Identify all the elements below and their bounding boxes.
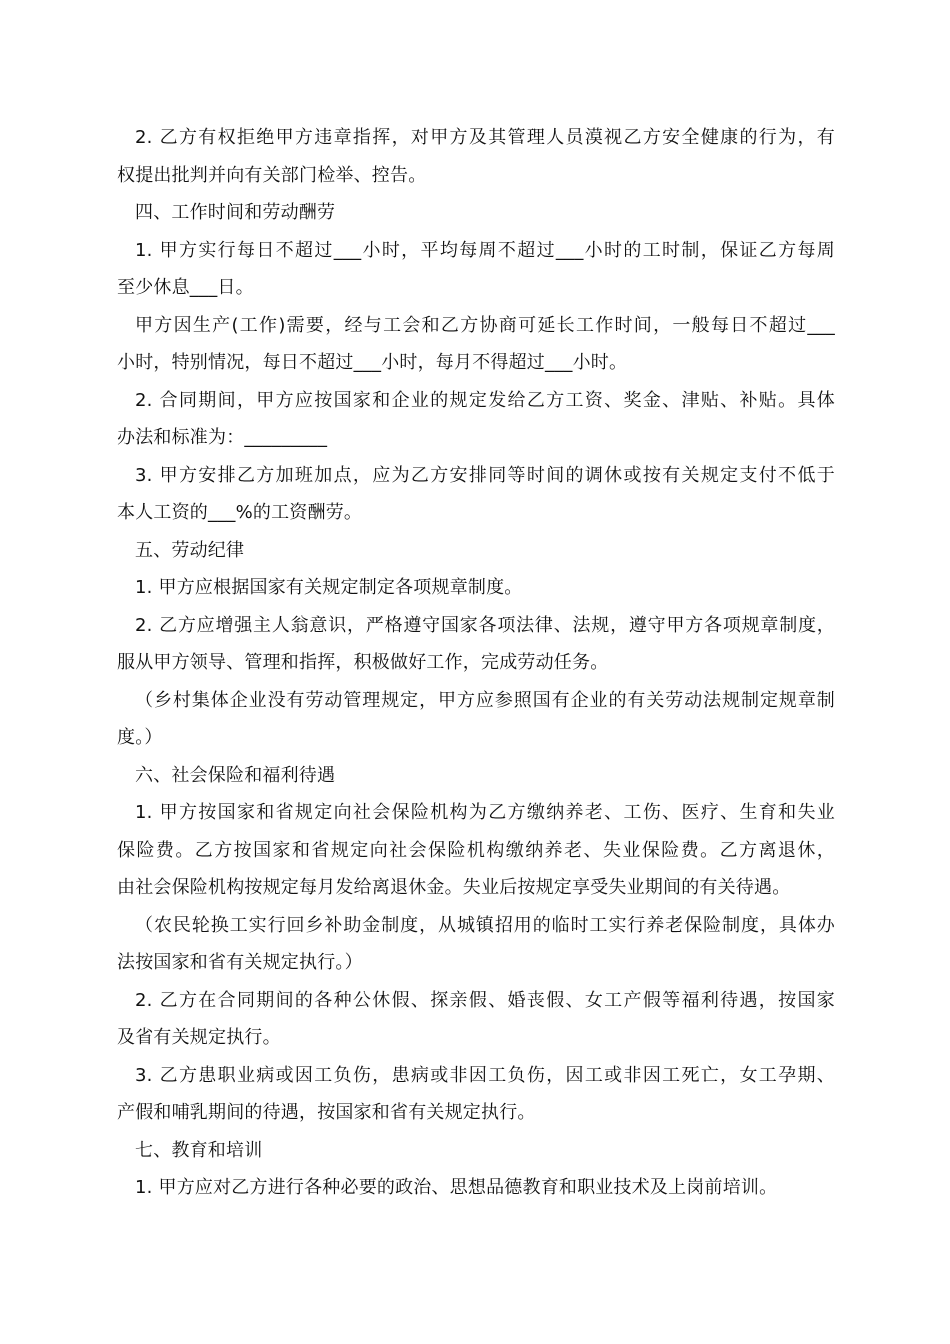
clause-training: 1. 甲方应对乙方进行各种必要的政治、思想品德教育和职业技术及上岗前培训。 <box>135 1177 778 1198</box>
note-collective-line-2: 度。） <box>117 727 163 748</box>
clause-extra-pay-line-1: 3. 甲方安排乙方加班加点，应为乙方安排同等时间的调休或按有关规定支付不低于 <box>135 464 835 486</box>
note-rotation-line-2: 法按国家和省有关规定执行。） <box>117 952 363 973</box>
clause-wages-line-2: 办法和标准为：_________ <box>117 427 328 448</box>
clause-hours-line-2: 至少休息___日。 <box>117 277 254 298</box>
section-heading-training: 七、教育和培训 <box>135 1139 263 1161</box>
note-rotation-line-1: （农民轮换工实行回乡补助金制度，从城镇招用的临时工实行养老保险制度，具体办 <box>135 914 835 936</box>
clause-leave-line-1: 2. 乙方在合同期间的各种公休假、探亲假、婚丧假、女工产假等福利待遇，按国家 <box>135 989 835 1011</box>
clause-overtime-line-1: 甲方因生产(工作)需要，经与工会和乙方协商可延长工作时间，一般每日不超过___ <box>135 314 835 336</box>
clause-hours-line-1: 1. 甲方实行每日不超过___小时，平均每周不超过___小时的工时制，保证乙方每周 <box>135 239 835 261</box>
clause-wages-line-1: 2. 合同期间，甲方应按国家和企业的规定发给乙方工资、奖金、津贴、补贴。具体 <box>135 389 835 411</box>
note-collective-line-1: （乡村集体企业没有劳动管理规定，甲方应参照国有企业的有关劳动法规制定规章制 <box>135 689 835 711</box>
clause-insurance-line-3: 由社会保险机构按规定每月发给离退休金。失业后按规定享受失业期间的有关待遇。 <box>117 877 791 898</box>
clause-insurance-line-1: 1. 甲方按国家和省规定向社会保险机构为乙方缴纳养老、工伤、医疗、生育和失业 <box>135 802 835 823</box>
clause-4-2-line-1: 2. 乙方有权拒绝甲方违章指挥，对甲方及其管理人员漠视乙方安全健康的行为，有 <box>135 127 835 148</box>
clause-leave-line-2: 及省有关规定执行。 <box>117 1027 281 1048</box>
document-body <box>117 119 835 1207</box>
clause-injury-line-1: 3. 乙方患职业病或因工负伤，患病或非因工负伤，因工或非因工死亡，女工孕期、 <box>135 1064 835 1086</box>
clause-insurance-line-2: 保险费。乙方按国家和省规定向社会保险机构缴纳养老、失业保险费。乙方离退休， <box>117 839 835 861</box>
clause-4-2-line-2: 权提出批判并向有关部门检举、控告。 <box>117 164 427 186</box>
clause-obligations-line-1: 2. 乙方应增强主人翁意识，严格遵守国家各项法律、法规，遵守甲方各项规章制度， <box>135 614 835 636</box>
section-heading-insurance: 六、社会保险和福利待遇 <box>135 764 336 786</box>
section-heading-discipline: 五、劳动纪律 <box>135 539 245 561</box>
section-heading-work-time: 四、工作时间和劳动酬劳 <box>135 202 336 223</box>
clause-overtime-line-2: 小时，特别情况，每日不超过___小时，每月不得超过___小时。 <box>117 352 628 373</box>
clause-obligations-line-2: 服从甲方领导、管理和指挥，积极做好工作，完成劳动任务。 <box>117 652 609 673</box>
clause-injury-line-2: 产假和哺乳期间的待遇，按国家和省有关规定执行。 <box>117 1102 536 1123</box>
clause-rules: 1. 甲方应根据国家有关规定制定各项规章制度。 <box>135 577 523 598</box>
clause-extra-pay-line-2: 本人工资的___%的工资酬劳。 <box>117 502 363 523</box>
